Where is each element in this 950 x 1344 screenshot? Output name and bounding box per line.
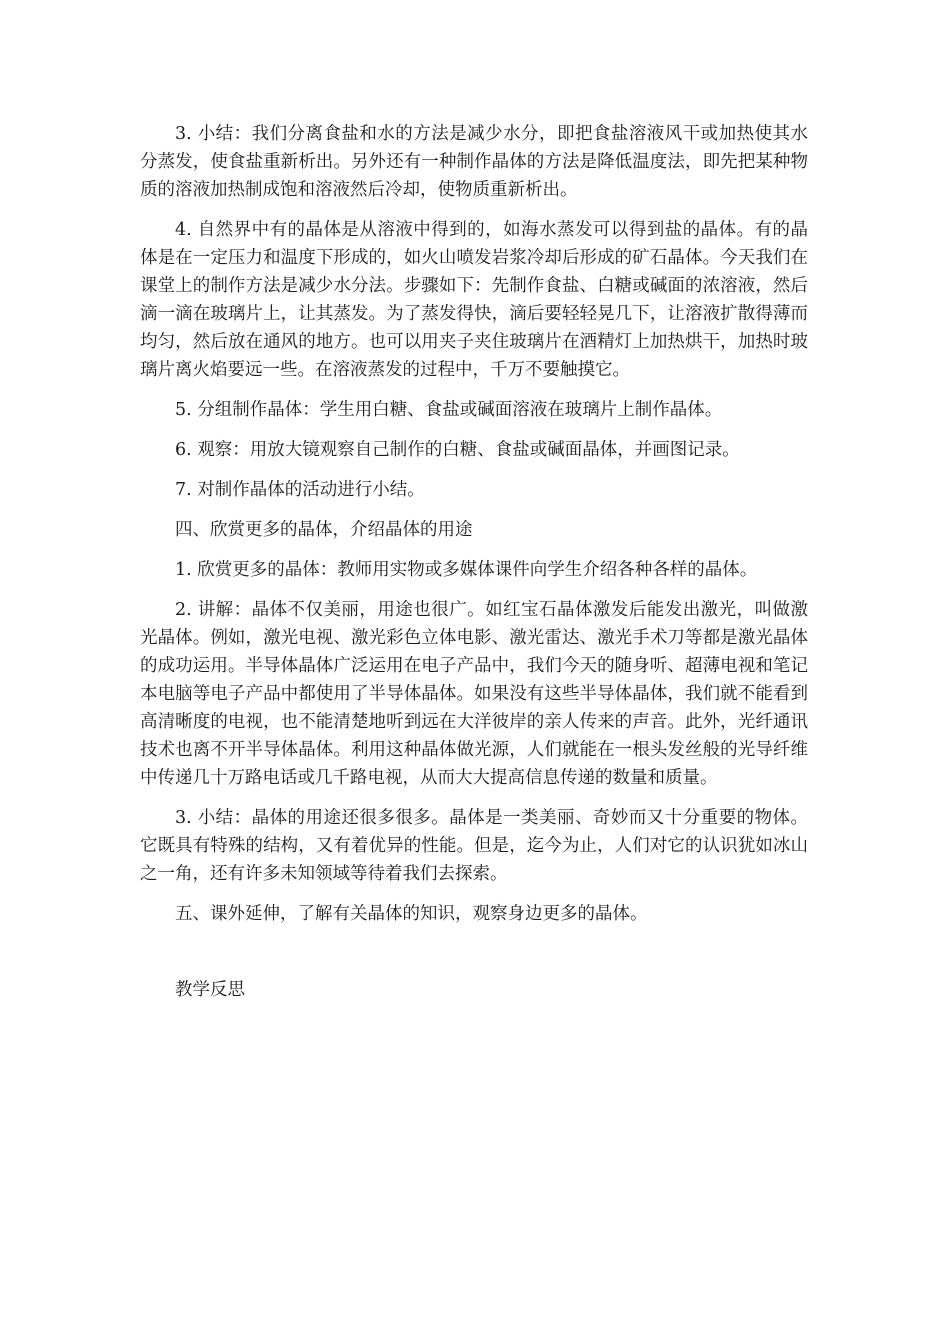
reflection-heading: 教学反思 [175,980,245,1000]
paragraph-natural-crystals: 4. 自然界中有的晶体是从溶液中得到的，如海水蒸发可以得到盐的晶体。有的晶体是在一定压力和温度下形成的，如火山喷发岩浆冷却后形成的矿石晶体。今天我们在课堂上的制作方法是减少水分法。步骤如下：先制作食盐、白糖或碱面的浓溶液，然后滴一滴在玻璃片上，让其蒸发。为了蒸发得快，滴后要轻轻晃几下，让溶液扩散得薄而均匀，然后放在通风的地方。也可以用夹子夹住玻璃片在酒精灯上加热烘干，加热时玻璃片离火焰要远一些。在溶液蒸发的过程中，千万不要触摸它。 [140,220,808,380]
paragraph-explanation-uses: 2. 讲解：晶体不仅美丽，用途也很广。如红宝石晶体激发后能发出激光，叫做激光晶体。例如，激光电视、激光彩色立体电影、激光雷达、激光手术刀等都是激光晶体的成功运用。半导体晶体广泛运用在电子产品中，我们今天的随身听、超薄电视和笔记本电脑等电子产品中都使用了半导体晶体。如果没有这些半导体晶体，我们就不能看到高清晰度的电视，也不能清楚地听到远在大洋彼岸的亲人传来的声音。此外，光纤通讯技术也离不开半导体晶体。利用这种晶体做光源，人们就能在一根头发丝般的光导纤维中传递几十万路电话或几千路电视，从而大大提高信息传递的数量和质量。 [140,600,808,788]
paragraph-appreciate-crystals: 1. 欣赏更多的晶体：教师用实物或多媒体课件向学生介绍各种各样的晶体。 [175,560,758,580]
paragraph-summary-uses: 3. 小结：晶体的用途还很多很多。晶体是一类美丽、奇妙而又十分重要的物体。它既具有特殊的结构，又有着优异的性能。但是，迄今为止，人们对它的认识犹如冰山之一角，还有许多未知领域等待着我们去探索。 [140,808,808,884]
section-heading-five: 五、课外延伸，了解有关晶体的知识，观察身边更多的晶体。 [175,904,648,924]
paragraph-observation: 6. 观察：用放大镜观察自己制作的白糖、食盐或碱面晶体，并画图记录。 [175,440,740,460]
paragraph-group-making: 5. 分组制作晶体：学生用白糖、食盐或碱面溶液在玻璃片上制作晶体。 [175,400,723,420]
paragraph-summary-separation: 3. 小结：我们分离食盐和水的方法是减少水分，即把食盐溶液风干或加热使其水分蒸发，使食盐重新析出。另外还有一种制作晶体的方法是降低温度法，即先把某种物质的溶液加热制成饱和溶液然后冷却，使物质重新析出。 [140,124,808,200]
paragraph-activity-summary: 7. 对制作晶体的活动进行小结。 [175,480,425,500]
document-body [140,120,808,1016]
section-heading-four: 四、欣赏更多的晶体，介绍晶体的用途 [175,520,473,540]
